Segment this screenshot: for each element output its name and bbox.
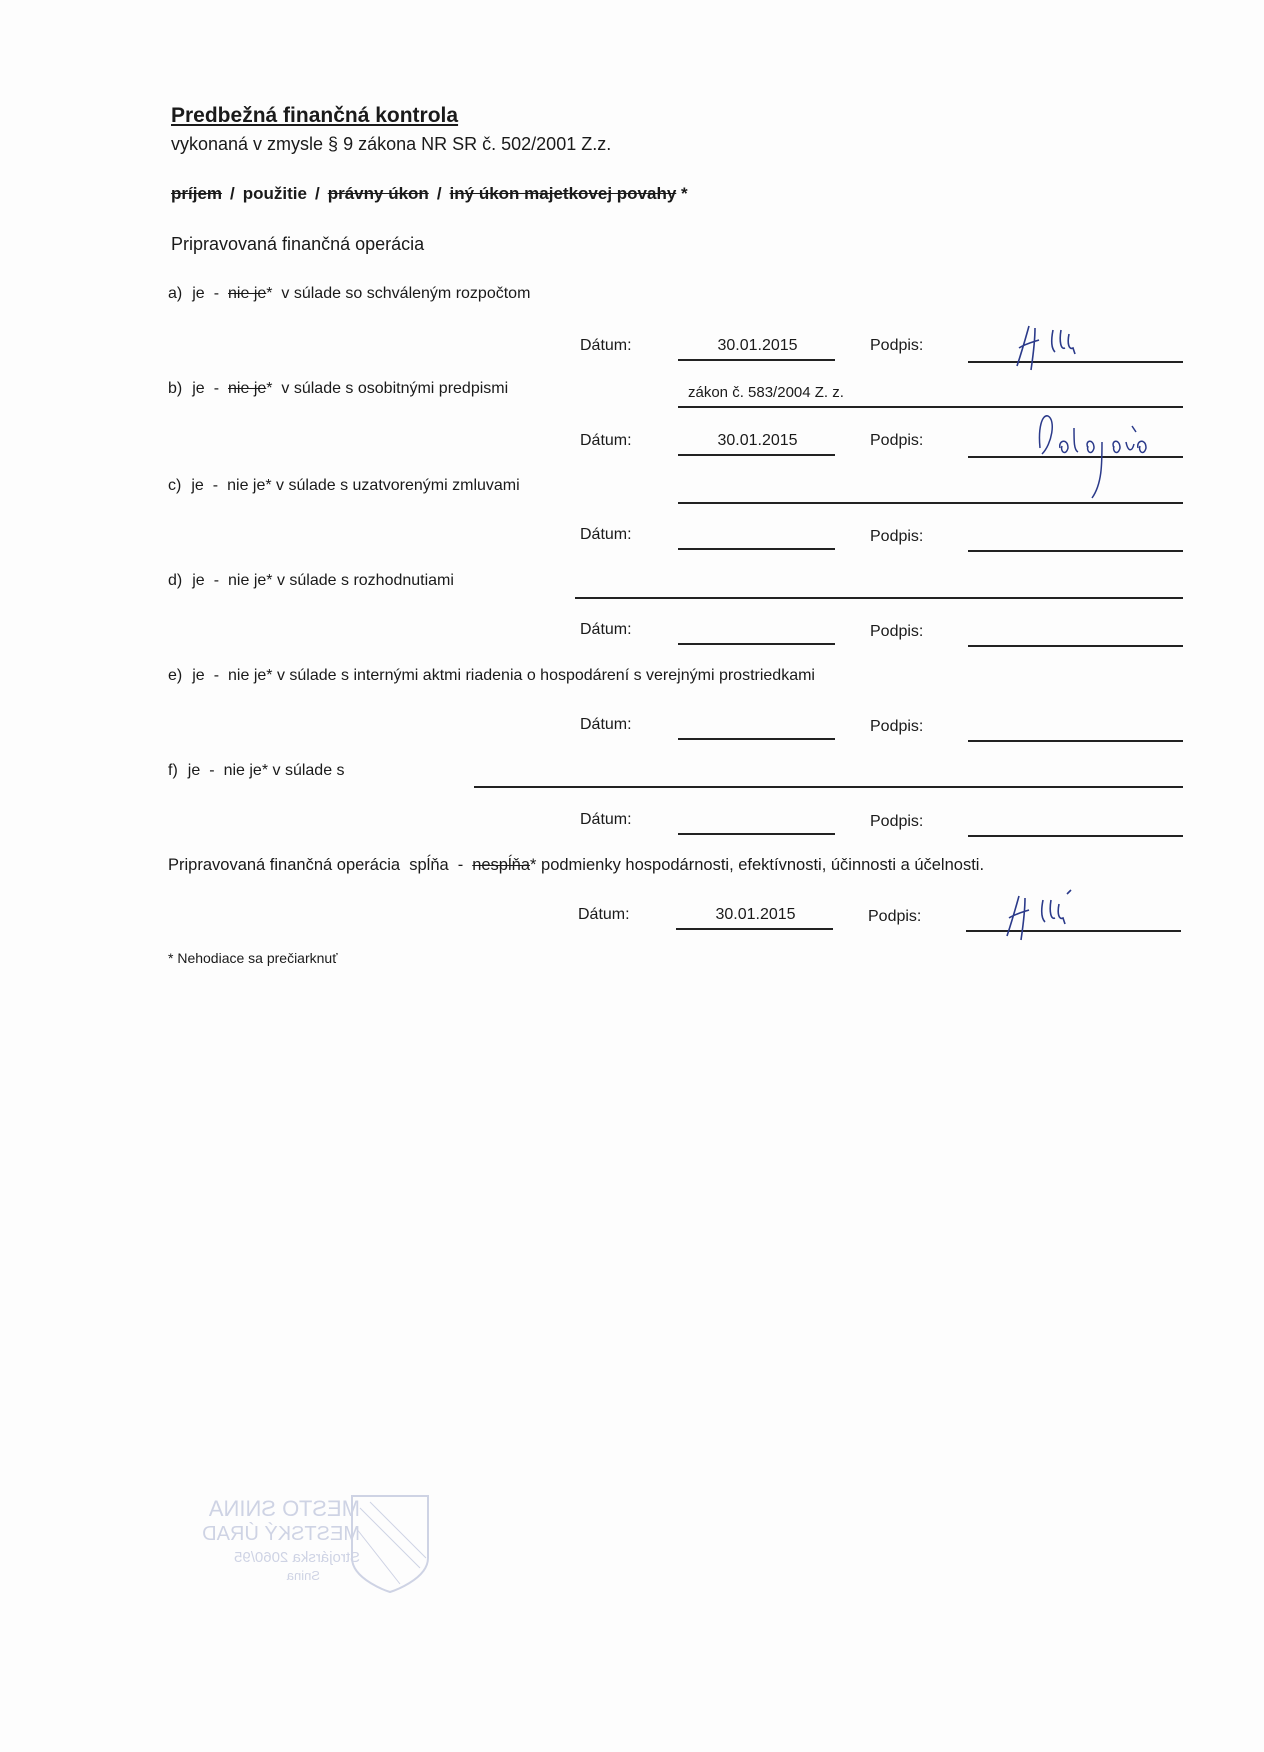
- date-line: [678, 643, 835, 645]
- date-label: Dátum:: [580, 337, 632, 354]
- conclusion-asterisk: *: [530, 856, 537, 874]
- conclusion-dash: -: [457, 856, 464, 874]
- official-stamp-icon: [160, 1488, 440, 1598]
- item-dash: -: [209, 762, 215, 779]
- signature-label: Podpis:: [870, 813, 924, 830]
- item-c: [168, 477, 520, 495]
- item-nie-je-struck: nie je: [228, 285, 267, 302]
- item-asterisk: *: [266, 285, 273, 302]
- svg-text:Strojárska 2060/95: Strojárska 2060/95: [234, 1549, 360, 1566]
- detail-line: [678, 502, 1183, 504]
- type-asterisk: *: [681, 184, 688, 203]
- item-je: je: [192, 380, 205, 397]
- item-letter: d): [168, 572, 183, 589]
- type-pravny-ukon: právny úkon: [327, 184, 429, 203]
- signature-line: [968, 550, 1183, 552]
- date-label: Dátum:: [580, 432, 632, 449]
- item-letter: b): [168, 380, 183, 397]
- document-subtitle: vykonaná v zmysle § 9 zákona NR SR č. 502/2001 Z.z.: [171, 134, 612, 154]
- date-label: Dátum:: [580, 621, 632, 638]
- item-nie-je: nie je*: [227, 477, 272, 494]
- conclusion-prefix: Pripravovaná finančná operácia: [168, 856, 401, 874]
- item-dash: -: [213, 667, 220, 684]
- svg-text:MESTSKÝ ÚRAD: MESTSKÝ ÚRAD: [202, 1523, 360, 1545]
- item-text: v súlade so schváleným rozpočtom: [281, 285, 531, 302]
- item-letter: a): [168, 285, 183, 302]
- item-nie-je: nie je*: [223, 762, 269, 779]
- date-value: 30.01.2015: [717, 337, 798, 354]
- detail-line: [575, 597, 1183, 599]
- date-line: [678, 359, 835, 361]
- signature-a-icon: [1005, 318, 1095, 378]
- signature-label: Podpis:: [870, 337, 924, 354]
- detail-line: [474, 786, 1183, 788]
- date-label: Dátum:: [580, 811, 632, 828]
- item-f: [168, 762, 345, 780]
- date-line: [678, 454, 835, 456]
- signature-label: Podpis:: [870, 432, 924, 449]
- item-je: je: [187, 762, 201, 779]
- item-d: [168, 572, 454, 590]
- item-letter: e): [168, 667, 183, 684]
- item-text: v súlade s rozhodnutiami: [276, 572, 454, 589]
- item-a: [168, 285, 530, 303]
- item-asterisk: *: [266, 380, 273, 397]
- date-label: Dátum:: [580, 526, 632, 543]
- item-letter: c): [168, 477, 182, 494]
- date-line: [676, 928, 833, 930]
- type-separator: /: [230, 184, 235, 203]
- operation-types: [171, 184, 688, 204]
- item-dash: -: [213, 285, 220, 302]
- signature-conclusion-icon: [995, 888, 1085, 948]
- date-line: [678, 548, 835, 550]
- conclusion: [168, 856, 984, 875]
- item-e: [168, 667, 815, 685]
- date-line: [678, 833, 835, 835]
- footnote: * Nehodiace sa prečiarknuť: [168, 950, 338, 966]
- item-nie-je: nie je*: [228, 667, 273, 684]
- item-text: v súlade s internými aktmi riadenia o hospodárení s verejnými prostriedkami: [276, 667, 815, 684]
- regulation-value: zákon č. 583/2004 Z. z.: [688, 384, 844, 401]
- item-je: je: [192, 285, 205, 302]
- type-prijem: príjem: [171, 184, 223, 203]
- item-letter: f): [168, 762, 178, 779]
- date-label: Dátum:: [580, 716, 632, 733]
- item-text: v súlade s osobitnými predpismi: [281, 380, 509, 397]
- conclusion-nesplna: nespĺňa: [472, 856, 531, 874]
- signature-b-icon: [1028, 408, 1158, 506]
- type-pouzitie: použitie: [242, 184, 307, 203]
- svg-text:MESTO SNINA: MESTO SNINA: [208, 1496, 360, 1521]
- type-separator: /: [436, 184, 442, 203]
- item-b: [168, 380, 508, 398]
- item-je: je: [192, 572, 205, 589]
- date-value: 30.01.2015: [715, 906, 796, 923]
- intro-text: Pripravovaná finančná operácia: [171, 234, 425, 254]
- signature-line: [968, 645, 1183, 647]
- item-dash: -: [212, 477, 219, 494]
- item-nie-je-struck: nie je: [228, 380, 267, 397]
- date-value: 30.01.2015: [717, 432, 798, 449]
- date-line: [678, 738, 835, 740]
- svg-text:Snina: Snina: [286, 1568, 320, 1583]
- document-title: Predbežná finančná kontrola: [171, 104, 459, 127]
- conclusion-suffix: podmienky hospodárnosti, efektívnosti, účinnosti a účelnosti.: [541, 856, 985, 874]
- signature-label: Podpis:: [870, 623, 924, 640]
- item-text: v súlade s uzatvorenými zmluvami: [276, 477, 520, 494]
- type-iny-ukon: iný úkon majetkovej povahy: [449, 184, 677, 203]
- signature-label: Podpis:: [868, 908, 922, 925]
- signature-label: Podpis:: [870, 528, 924, 545]
- item-text: v súlade s: [272, 762, 345, 779]
- signature-line: [968, 835, 1183, 837]
- conclusion-splna: spĺňa: [409, 856, 449, 874]
- item-je: je: [191, 477, 204, 494]
- item-dash: -: [213, 572, 220, 589]
- item-je: je: [192, 667, 205, 684]
- date-label: Dátum:: [578, 906, 630, 923]
- signature-label: Podpis:: [870, 718, 924, 735]
- item-dash: -: [213, 380, 220, 397]
- signature-line: [968, 740, 1183, 742]
- type-separator: /: [314, 184, 320, 203]
- item-nie-je: nie je*: [228, 572, 273, 589]
